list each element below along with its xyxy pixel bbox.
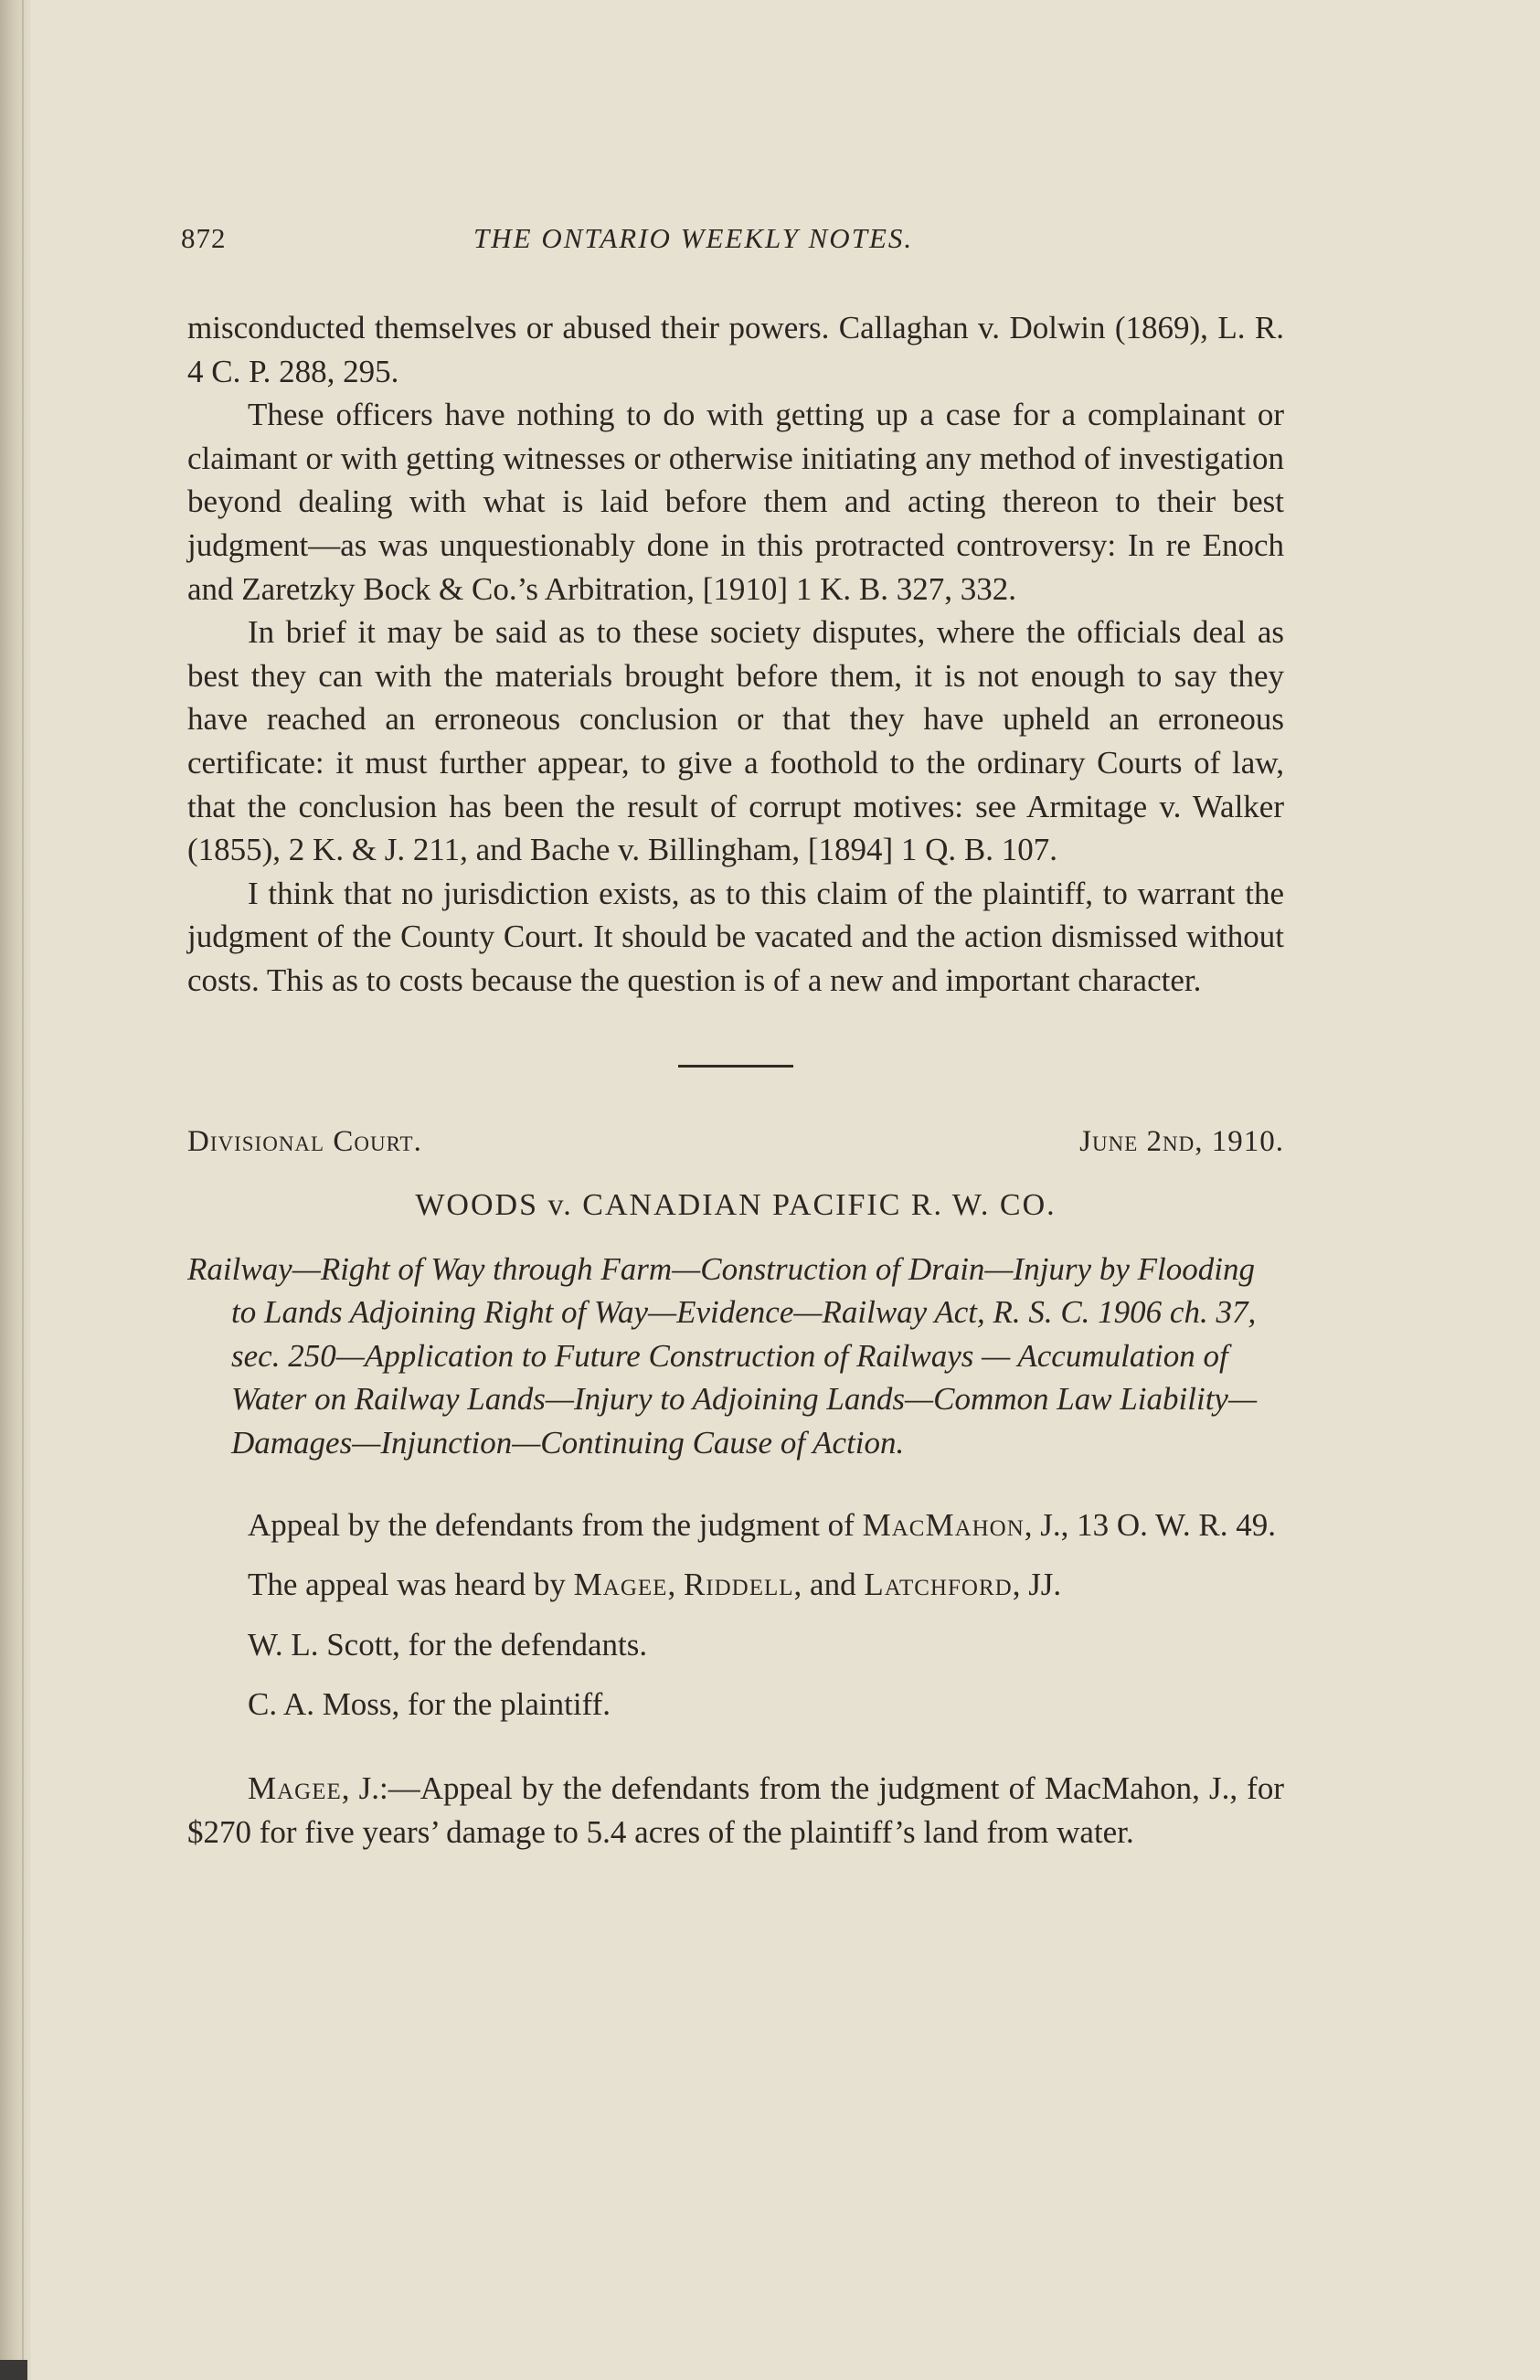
appeal-judge: MacMahon xyxy=(862,1506,1025,1543)
appeal-prefix: Appeal by the defendants from the judgment of xyxy=(248,1506,863,1543)
judgment-judge: Magee xyxy=(248,1770,342,1807)
counsel-plaintiff: C. A. Moss, for the plaintiff. xyxy=(248,1686,611,1723)
case-title: WOODS v. CANADIAN PACIFIC R. W. CO. xyxy=(415,1188,1057,1223)
heard-sep-1: , xyxy=(667,1567,684,1603)
judgment-text: , J.:—Appeal by the defendants from the judgment of MacMahon, J., for $270 for five years’ damage to 5.4 acres of the plaintiff’s land from water. xyxy=(187,1770,1284,1850)
paragraph-officers: These officers have nothing to do with getting up a case for a complainant or claimant or with getting witnesses or otherwise initiating any method of investigation beyond dealing with what is laid before them and acting thereon to their best judgment—as was unquestionably done in this protracted controversy: In re Enoch and Zaretzky Bock & Co.’s Arbitration, [1910] 1 K. B. 327, 332. xyxy=(187,397,1284,607)
headnote xyxy=(187,1248,1284,1465)
heard-suffix: , JJ. xyxy=(1012,1567,1062,1603)
page-header xyxy=(181,222,1278,259)
heard-prefix: The appeal was heard by xyxy=(248,1567,574,1603)
court-name: Divisional Court. xyxy=(187,1124,422,1158)
court-line xyxy=(187,1121,1284,1164)
page-body xyxy=(187,306,1284,1854)
heard-judge-1: Magee xyxy=(573,1567,668,1603)
heard-judge-3: Latchford xyxy=(864,1567,1013,1603)
page-number: 872 xyxy=(181,222,227,254)
heard-by xyxy=(187,1563,1284,1607)
section-divider xyxy=(678,1065,793,1068)
gutter-crease xyxy=(22,0,24,2380)
paragraph-conclusion: I think that no jurisdiction exists, as to this claim of the plaintiff, to warrant the judgment of the County Court. It should be vacated and the action dismissed without costs. This as to costs because the question is of a new and important character. xyxy=(187,875,1284,998)
scan-corner-mark xyxy=(0,2360,27,2380)
heard-judge-2: Riddell xyxy=(683,1567,794,1603)
heard-sep-2: , and xyxy=(793,1567,865,1603)
appeal-suffix: , J., 13 O. W. R. 49. xyxy=(1024,1506,1276,1543)
judgment-paragraph xyxy=(187,1767,1284,1854)
counsel-defendants: W. L. Scott, for the defendants. xyxy=(248,1626,648,1663)
paragraph-continued: misconducted themselves or abused their powers. Callaghan v. Dolwin (1869), L. R. 4 C. P. 288, 295. xyxy=(187,310,1284,389)
appeal-statement xyxy=(187,1503,1284,1547)
running-head: THE ONTARIO WEEKLY NOTES. xyxy=(473,222,914,254)
paragraph-in-brief: In brief it may be said as to these society disputes, where the officials deal as best they can with the materials brought before them, it is not enough to say they have reached an erroneous conclusion or that they have upheld an erroneous certificate: it must further appear, to give a foothold to the ordinary Courts of law, that the conclusion has been the result of corrupt motives: see Armitage v. Walker (1855), 2 K. & J. 211, and Bache v. Billingham, [1894] 1 Q. B. 107. xyxy=(187,614,1284,868)
book-gutter xyxy=(0,0,31,2380)
headnote-text: Railway—Right of Way through Farm—Construction of Drain—Injury by Flooding to Lands Adjoining Right of Way—Evidence—Railway Act, R. S. C. 1906 ch. 37, sec. 250—Application to Future Construction of Railways — Accumulation of Water on Railway Lands—Injury to Adjoining Lands—Common Law Liability—Damages—Injunction—Continuing Cause of Action. xyxy=(187,1250,1258,1461)
decision-date: June 2nd, 1910. xyxy=(1079,1124,1284,1158)
